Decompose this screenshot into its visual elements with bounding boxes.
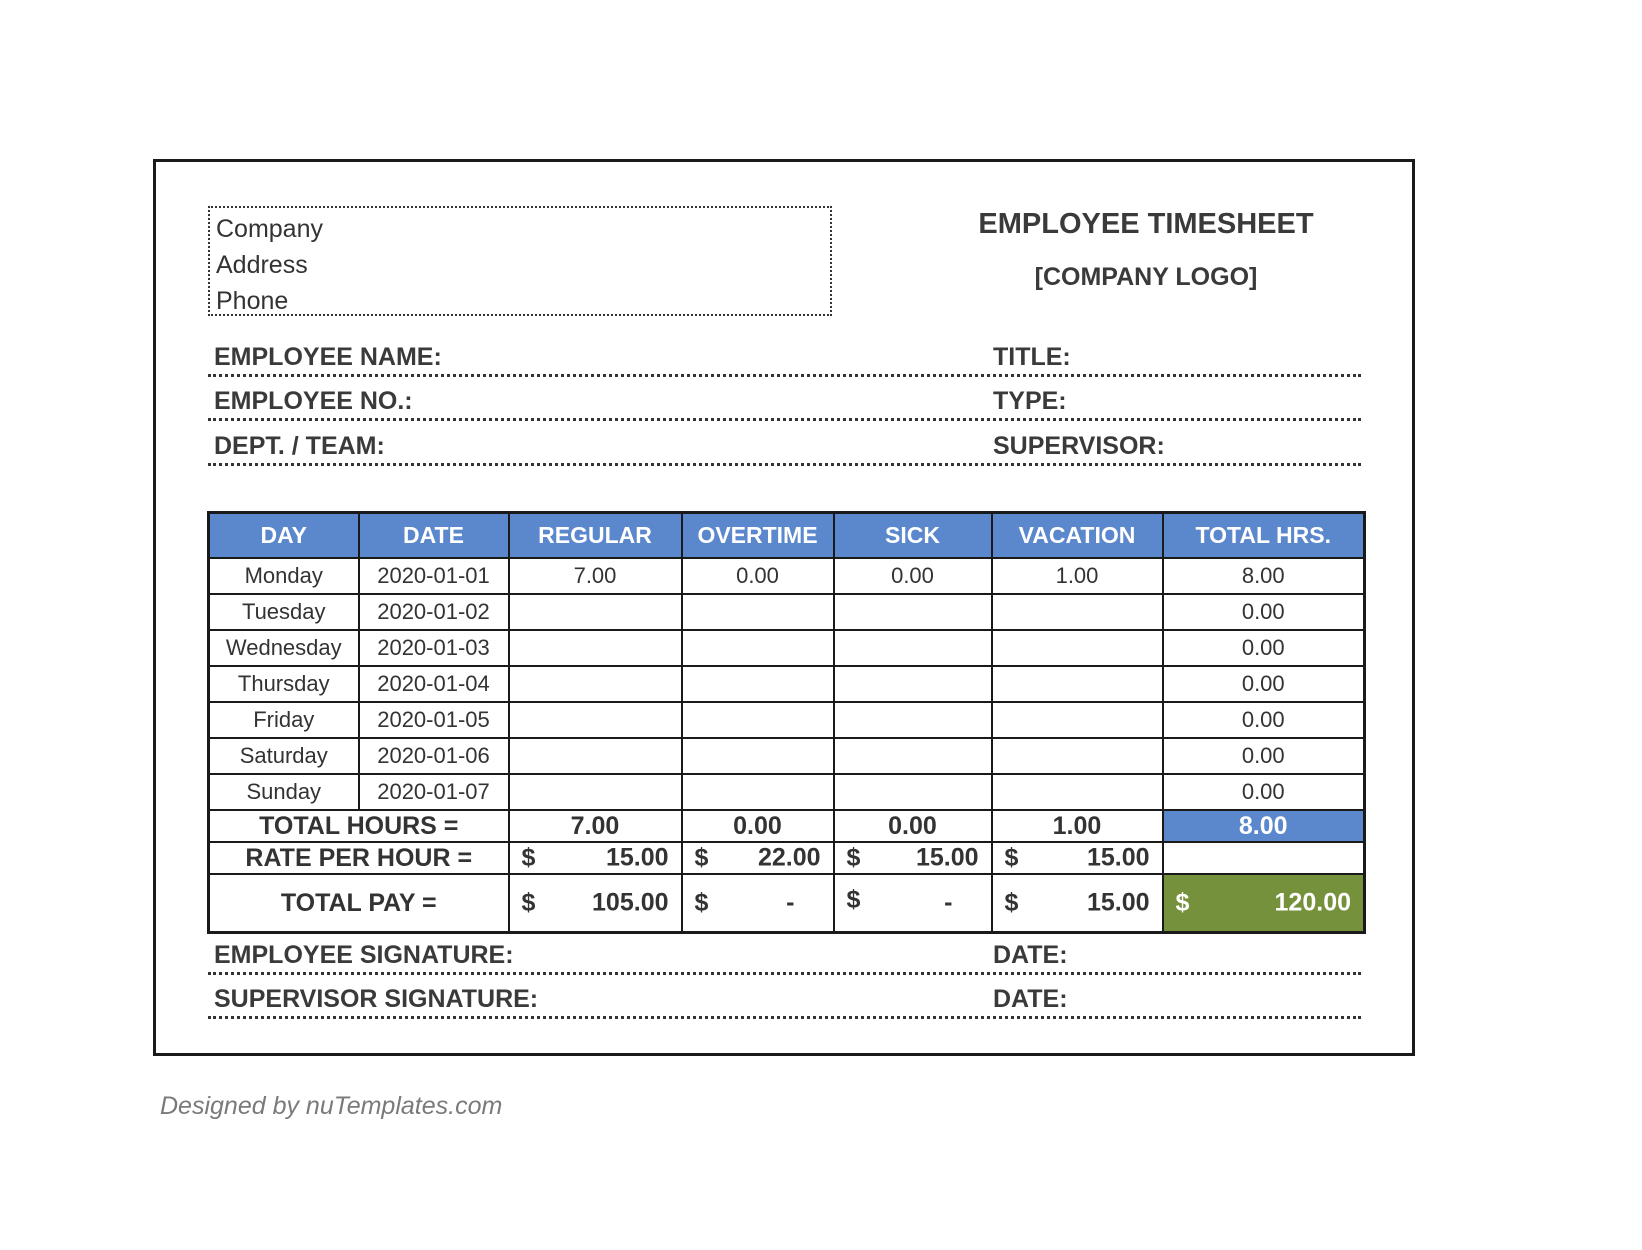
day-cell[interactable]: Wednesday [209, 630, 359, 666]
regular-cell[interactable] [509, 738, 682, 774]
table-row [209, 738, 1365, 774]
sick-cell[interactable] [834, 666, 992, 702]
total-hours-cell: 0.00 [1163, 666, 1365, 702]
employee-signature-date-label: DATE: [993, 941, 1068, 969]
overtime-cell[interactable] [682, 594, 834, 630]
total-overtime-hours: 0.00 [682, 810, 834, 842]
table-header-row [209, 513, 1365, 559]
currency-symbol: $ [521, 843, 536, 872]
regular-cell[interactable] [509, 594, 682, 630]
regular-cell[interactable] [509, 774, 682, 810]
day-cell[interactable]: Monday [209, 558, 359, 594]
timesheet-table [207, 511, 1366, 934]
overtime-pay-cell [682, 874, 834, 933]
total-hours-cell: 0.00 [1163, 594, 1365, 630]
grand-total-pay-cell [1163, 874, 1365, 933]
total-hours-cell: 8.00 [1163, 558, 1365, 594]
sick-pay: - [944, 888, 953, 917]
overtime-cell[interactable] [682, 738, 834, 774]
total-hours-cell: 0.00 [1163, 738, 1365, 774]
column-header-date: DATE [359, 513, 509, 559]
sick-cell[interactable] [834, 630, 992, 666]
vacation-pay: 15.00 [1086, 888, 1150, 917]
vacation-cell[interactable] [992, 738, 1163, 774]
document-title: EMPLOYEE TIMESHEET [978, 208, 1314, 240]
date-cell[interactable]: 2020-01-01 [359, 558, 509, 594]
table-row [209, 558, 1365, 594]
field-row-number [208, 381, 1361, 421]
employee-number-label: EMPLOYEE NO.: [214, 387, 413, 415]
total-regular-hours: 7.00 [509, 810, 682, 842]
date-cell[interactable]: 2020-01-03 [359, 630, 509, 666]
company-address: Address [216, 251, 308, 279]
currency-symbol: $ [1004, 888, 1019, 917]
column-header-overtime: OVERTIME [682, 513, 834, 559]
overtime-rate-cell[interactable] [682, 842, 834, 874]
supervisor-signature-label: SUPERVISOR SIGNATURE: [214, 985, 539, 1013]
vacation-rate-cell[interactable] [992, 842, 1163, 874]
supervisor-signature-date-label: DATE: [993, 985, 1068, 1013]
vacation-cell[interactable]: 1.00 [992, 558, 1163, 594]
sick-cell[interactable]: 0.00 [834, 558, 992, 594]
overtime-cell[interactable] [682, 630, 834, 666]
currency-symbol: $ [694, 888, 709, 917]
timesheet-sheet [153, 159, 1415, 1056]
currency-symbol: $ [846, 843, 861, 872]
vacation-rate: 15.00 [1086, 843, 1150, 872]
regular-rate: 15.00 [605, 843, 669, 872]
field-row-employee-signature [208, 935, 1361, 975]
overtime-cell[interactable]: 0.00 [682, 558, 834, 594]
vacation-cell[interactable] [992, 702, 1163, 738]
total-hours-label: TOTAL HOURS = [209, 810, 509, 842]
column-header-vacation: VACATION [992, 513, 1163, 559]
day-cell[interactable]: Friday [209, 702, 359, 738]
regular-cell[interactable] [509, 630, 682, 666]
currency-symbol: $ [1004, 843, 1019, 872]
day-cell[interactable]: Saturday [209, 738, 359, 774]
sick-cell[interactable] [834, 702, 992, 738]
title-label: TITLE: [993, 343, 1071, 371]
currency-symbol: $ [846, 885, 861, 914]
overtime-cell[interactable] [682, 666, 834, 702]
overtime-cell[interactable] [682, 702, 834, 738]
company-info-box[interactable] [208, 206, 832, 316]
total-hours-cell: 0.00 [1163, 630, 1365, 666]
rate-per-hour-row [209, 842, 1365, 874]
column-header-day: DAY [209, 513, 359, 559]
company-name: Company [216, 215, 323, 243]
regular-pay-cell [509, 874, 682, 933]
vacation-cell[interactable] [992, 594, 1163, 630]
regular-cell[interactable] [509, 702, 682, 738]
total-pay-label: TOTAL PAY = [209, 874, 509, 933]
table-row [209, 702, 1365, 738]
field-row-name [208, 337, 1361, 377]
dept-team-label: DEPT. / TEAM: [214, 432, 385, 460]
field-row-supervisor-signature [208, 979, 1361, 1019]
column-header-total-hours: TOTAL HRS. [1163, 513, 1365, 559]
sick-rate-cell[interactable] [834, 842, 992, 874]
currency-symbol: $ [521, 888, 536, 917]
sick-pay-cell [834, 874, 992, 933]
overtime-cell[interactable] [682, 774, 834, 810]
overtime-pay: - [786, 888, 795, 917]
vacation-cell[interactable] [992, 630, 1163, 666]
type-label: TYPE: [993, 387, 1067, 415]
currency-symbol: $ [694, 843, 709, 872]
table-row [209, 774, 1365, 810]
sick-cell[interactable] [834, 738, 992, 774]
column-header-regular: REGULAR [509, 513, 682, 559]
day-cell[interactable]: Sunday [209, 774, 359, 810]
sick-rate: 15.00 [915, 843, 979, 872]
total-vacation-hours: 1.00 [992, 810, 1163, 842]
regular-pay: 105.00 [592, 888, 669, 917]
date-cell[interactable]: 2020-01-02 [359, 594, 509, 630]
total-hours-cell: 0.00 [1163, 774, 1365, 810]
overtime-rate: 22.00 [757, 843, 821, 872]
day-cell[interactable]: Tuesday [209, 594, 359, 630]
regular-cell[interactable] [509, 666, 682, 702]
regular-rate-cell[interactable] [509, 842, 682, 874]
table-row [209, 594, 1365, 630]
regular-cell[interactable]: 7.00 [509, 558, 682, 594]
day-cell[interactable]: Thursday [209, 666, 359, 702]
sick-cell[interactable] [834, 594, 992, 630]
vacation-pay-cell [992, 874, 1163, 933]
table-row [209, 666, 1365, 702]
rate-empty-cell [1163, 842, 1365, 874]
date-cell[interactable]: 2020-01-06 [359, 738, 509, 774]
date-cell[interactable]: 2020-01-07 [359, 774, 509, 810]
supervisor-label: SUPERVISOR: [993, 432, 1165, 460]
total-sick-hours: 0.00 [834, 810, 992, 842]
company-phone: Phone [216, 287, 289, 315]
total-pay-row [209, 874, 1365, 933]
total-hours-row [209, 810, 1365, 842]
rate-per-hour-label: RATE PER HOUR = [209, 842, 509, 874]
vacation-cell[interactable] [992, 666, 1163, 702]
company-logo-placeholder: [COMPANY LOGO] [1034, 263, 1258, 291]
currency-symbol: $ [1175, 888, 1190, 917]
grand-total-pay: 120.00 [1274, 888, 1351, 917]
field-row-dept [208, 426, 1361, 466]
date-cell[interactable]: 2020-01-05 [359, 702, 509, 738]
grand-total-hours: 8.00 [1163, 810, 1365, 842]
designer-credit: Designed by nuTemplates.com [160, 1092, 503, 1120]
employee-signature-label: EMPLOYEE SIGNATURE: [214, 941, 514, 969]
sick-cell[interactable] [834, 774, 992, 810]
employee-name-label: EMPLOYEE NAME: [214, 343, 442, 371]
column-header-sick: SICK [834, 513, 992, 559]
vacation-cell[interactable] [992, 774, 1163, 810]
date-cell[interactable]: 2020-01-04 [359, 666, 509, 702]
total-hours-cell: 0.00 [1163, 702, 1365, 738]
table-row [209, 630, 1365, 666]
